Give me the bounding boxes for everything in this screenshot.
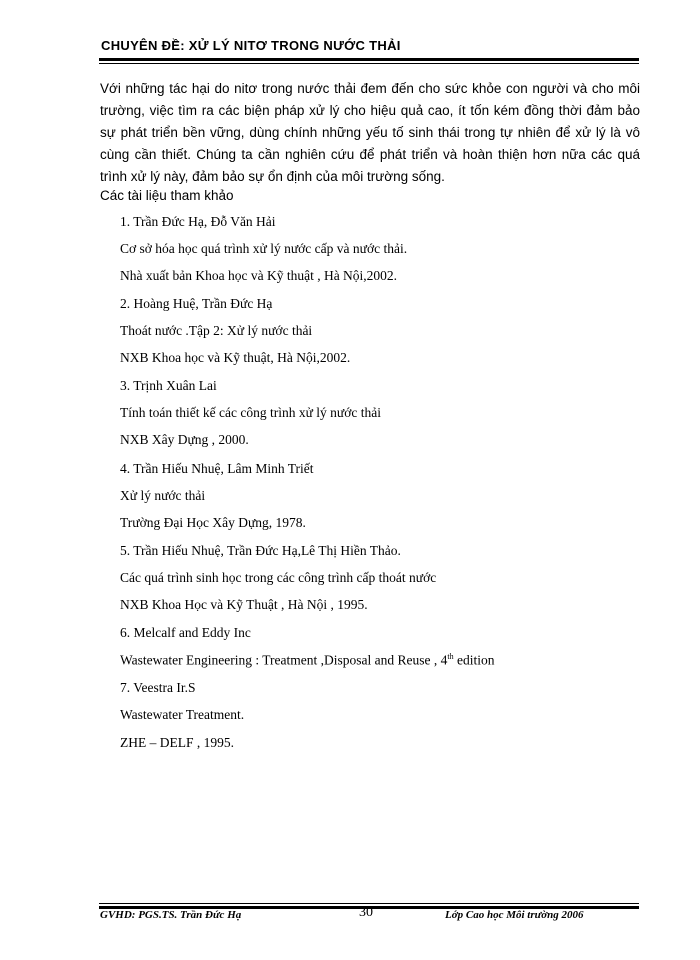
references-title: Các tài liệu tham khảo: [100, 188, 234, 203]
reference-1-publisher: Nhà xuất bản Khoa học và Kỹ thuật , Hà Nội,2002.: [120, 268, 398, 283]
reference-7-authors: 7. Veestra Ir.S: [120, 680, 196, 695]
reference-3-title: Tính toán thiết kế các công trình xử lý nước thải: [120, 405, 381, 420]
reference-7-title: Wastewater Treatment.: [120, 707, 245, 722]
reference-4-title: Xử lý nước thải: [120, 488, 206, 503]
page-number: 30: [359, 905, 373, 920]
reference-2-authors: 2. Hoàng Huệ, Trần Đức Hạ: [120, 296, 273, 311]
footer-advisor: GVHD: PGS.TS. Trần Đức Hạ: [100, 909, 242, 921]
reference-1-title: Cơ sở hóa học quá trình xử lý nước cấp và nước thải.: [120, 241, 408, 256]
reference-3-authors: 3. Trịnh Xuân Lai: [120, 378, 217, 393]
reference-6-authors: 6. Melcalf and Eddy Inc: [120, 625, 251, 640]
reference-5-publisher: NXB Khoa Học và Kỹ Thuật , Hà Nội , 1995.: [120, 597, 368, 612]
reference-6-title: [120, 652, 494, 669]
footer-rule-thin: [99, 903, 639, 904]
header-rule-thick: [99, 58, 639, 61]
reference-6-title-tail: edition: [453, 652, 495, 668]
reference-6-title-sup: th: [447, 652, 454, 661]
reference-5-authors: 5. Trần Hiếu Nhuệ, Trần Đức Hạ,Lê Thị Hiền Thảo.: [120, 543, 401, 558]
reference-6-title-text: Wastewater Engineering : Treatment ,Disposal and Reuse , 4: [120, 652, 448, 668]
reference-4-publisher: Trường Đại Học Xây Dựng, 1978.: [120, 515, 306, 530]
intro-paragraph: Với những tác hại do nitơ trong nước thải đem đến cho sức khỏe con người và cho môi trường, việc tìm ra các biện pháp xử lý cho hiệu quả cao, ít tốn kém đồng thời đảm bảo sự phát triển bền vững, dùng chính những yếu tố sinh thái trong tự nhiên để xử lý là vô cùng cần thiết. Chúng ta cần nghiên cứu để phát triển và hoàn thiện hơn nữa các quá trình xử lý này, đảm bảo sự ổn định của môi trường sống.: [100, 81, 640, 184]
reference-2-publisher: NXB Khoa học và Kỹ thuật, Hà Nội,2002.: [120, 350, 351, 365]
reference-3-publisher: NXB Xây Dựng , 2000.: [120, 432, 249, 447]
footer-class: Lớp Cao học Môi trường 2006: [445, 909, 584, 921]
header-title: CHUYÊN ĐỀ: XỬ LÝ NITƠ TRONG NƯỚC THẢI: [101, 38, 401, 53]
reference-2-title: Thoát nước .Tập 2: Xử lý nước thải: [120, 323, 313, 338]
reference-7-publisher: ZHE – DELF , 1995.: [120, 735, 234, 750]
reference-4-authors: 4. Trần Hiếu Nhuệ, Lâm Minh Triết: [120, 461, 314, 476]
reference-5-title: Các quá trình sinh học trong các công trình cấp thoát nước: [120, 570, 437, 585]
header-rule-thin: [99, 63, 639, 64]
reference-1-authors: 1. Trần Đức Hạ, Đỗ Văn Hải: [120, 214, 276, 229]
